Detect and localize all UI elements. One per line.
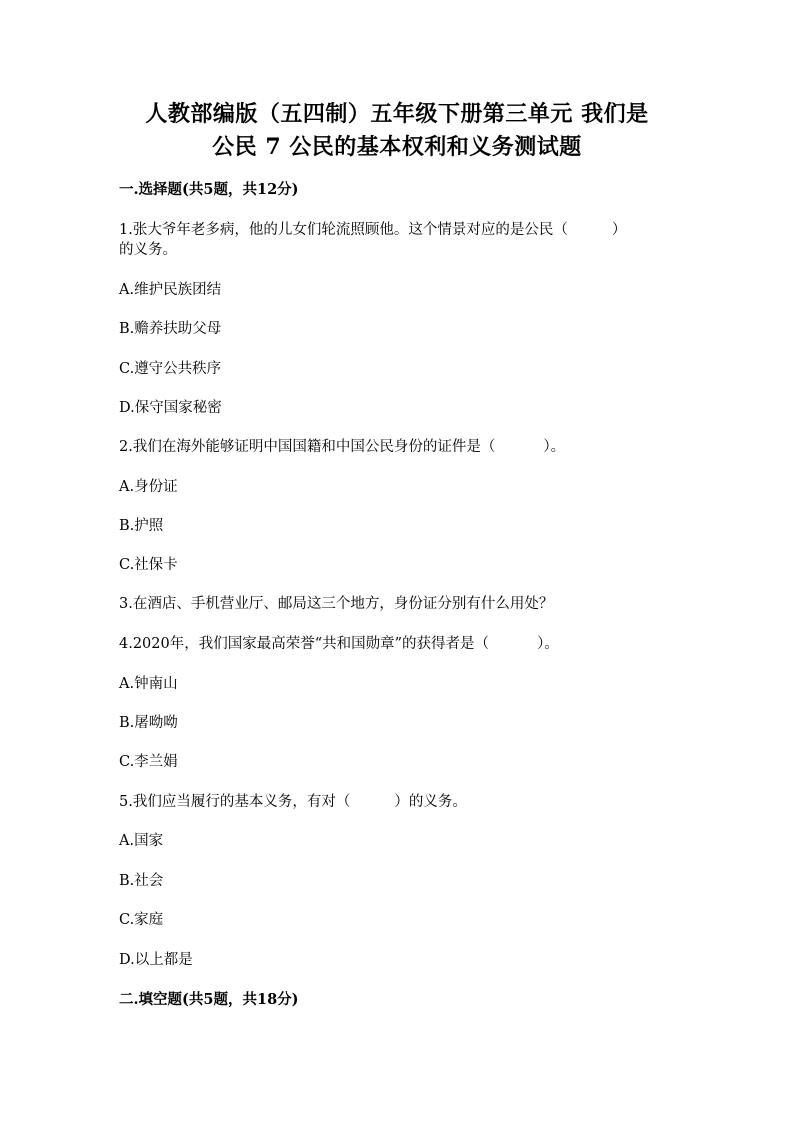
- question-4-close-paren: ）。: [537, 636, 559, 652]
- question-4-option-b: B.屠呦呦: [119, 715, 178, 731]
- question-5-option-d: D.以上都是: [119, 952, 193, 968]
- question-4-option-a: A.钟南山: [119, 676, 178, 692]
- section-heading-fill-blank: 二.填空题(共5题，共18分): [119, 991, 299, 1008]
- question-1-option-a: A.维护民族团结: [119, 282, 222, 298]
- question-2-option-c: C.社保卡: [119, 557, 178, 573]
- question-1-option-c: C.遵守公共秩序: [119, 361, 222, 377]
- question-2-option-b: B.护照: [119, 518, 164, 534]
- question-2-text: 2.我们在海外能够证明中国国籍和中国公民身份的证件是（: [119, 439, 496, 455]
- question-1-close-paren: ）: [611, 222, 627, 238]
- question-2-close-paren: ）。: [543, 439, 566, 455]
- document-title-line-2: 公民 7 公民的基本权利和义务测试题: [212, 134, 582, 160]
- question-4-option-c: C.李兰娟: [119, 754, 178, 770]
- question-5-option-a: A.国家: [119, 833, 164, 849]
- question-1-line-2: 的义务。: [119, 242, 177, 258]
- question-1-line-1: [119, 218, 626, 239]
- question-2-option-a: A.身份证: [119, 479, 178, 495]
- question-4-text: 4.2020年，我们国家最高荣誉“共和国勋章”的获得者是（: [119, 636, 490, 652]
- question-5-close-paren: ）的义务。: [394, 794, 467, 810]
- question-2-line: [119, 435, 565, 456]
- question-1-option-d: D.保守国家秘密: [119, 400, 222, 416]
- question-4-line: [119, 632, 559, 653]
- question-1-text: 1.张大爷年老多病，他的儿女们轮流照顾他。这个情景对应的是公民（: [119, 222, 568, 238]
- section-heading-choice: 一.选择题(共5题，共12分): [119, 181, 299, 198]
- question-5-option-c: C.家庭: [119, 912, 164, 928]
- question-5-text: 5.我们应当履行的基本义务，有对（: [119, 794, 351, 810]
- question-5-line: [119, 790, 467, 811]
- question-1-option-b: B.赡养扶助父母: [119, 321, 222, 337]
- question-3-line: 3.在酒店、手机营业厅、邮局这三个地方，身份证分别有什么用处？: [119, 596, 554, 612]
- document-title-line-1: 人教部编版（五四制）五年级下册第三单元 我们是: [145, 101, 649, 127]
- question-5-option-b: B.社会: [119, 873, 164, 889]
